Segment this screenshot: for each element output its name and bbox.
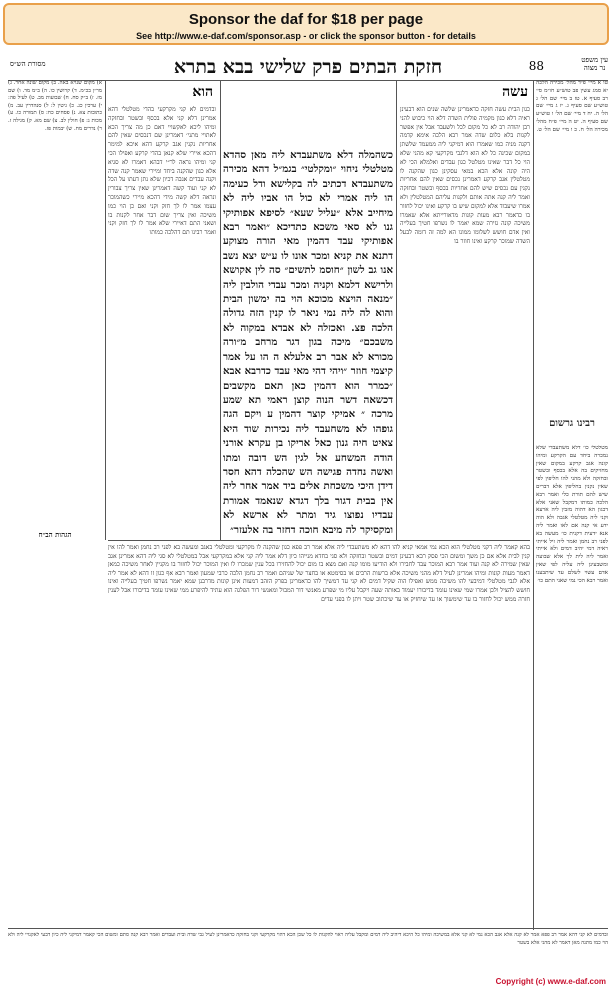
copyright-notice[interactable]: Copyright (c) www.e-daf.com — [495, 977, 606, 986]
lower-commentary: בהא קאמר ליה דקני מטלטלי הוא הכא נמי אמאי קניא להו דהא לא משתעבדי ליה אלא אמר רב פפא כגון שהקנה לו מקרקעי ומטלטלי באגב ומעשה בא לפני רב נחמן ואמר להו אין קנין לבית אלא אם כן משך ומשום הכי פסק רבא דבעינן דמים ובשטר ובחזקה ולא סגי בחדא מנייהו כיון דלא אמר ליה קני אלא במקרקעי אבל במטלטלי לא סגי ליה דהא אמרינן אגב שאין שמירה לא קנה ועוד אמר רבא המוכר עבד לחבירו ולא הודיעו מומו קנה ואם מצא בו מום יכול להחזירו בכל ענין שמכרו לו ואין המוכר יכול לחזור בו מקניין לאחר משיכה כמאן דאמר מעות קונות ומיהו אמרינן לעיל דלא מהני משיכה אלא ברשות הרבים או בסימטא או בחצר של שניהם ואמר רב נחמן הלכה כרבי שמעון ואמר רבא אף כגון זו דהא לא אמר ליה אלא לגבי מטלטלי דמיבעי להו משיכה ממש ואפילו הוה שקיל דמים לא קני עד דמשיך להו כדאמרינן בפרק הזהב דמעות אינן קונות מדרבנן שמא יאמר נשרפו חטיך בעלייה ואינו חושש להציל ולכן אמרו שמי שאינו עומד בדיבורו יעמוד באותה שעה ויקבל עליו מי שפרע מאנשי דור המבול ומאנשי דור הפלגה הוא עתיד להיפרע ממי שאינו עומד בדיבורו אבל לענין חזרה ממש יכול לחזור בו עד שימשוך או עד שיחזיק או עד שיכתוב שטר ויתן לו בפני עדים — [108, 544, 530, 603]
footer-notes: ובדמים לא קני דהא אמר רב פפא אמר לא קנה אלא אגב הכא נמי לא קני אלא במשיכה ומיהו כל היכא דיהיב ליה דמים ומקבל עליה ראוי להקנות לו כל שכן הכא דהוי מקרקעי וקני בחזקה כדאמרינן לעיל גבי שדה ובית ועבדים ואמר רבא קנה סתם ומשום הכי קאמר דמיקני ליה כיון דבעי לאקנויי ליה ולא הוי כמו מתנה מאן דאמר לא מהני אלא בשטר — [8, 932, 608, 946]
rabbeinu-gershom-heading: רבינו גרשום — [549, 418, 595, 429]
column-divider — [396, 80, 397, 540]
hagahot-heading: הגהות הב״ח — [38, 530, 72, 539]
right-margin-label: עין משפט נר מצוה — [581, 56, 608, 72]
column-divider — [220, 80, 221, 540]
sponsor-banner[interactable] — [3, 3, 609, 45]
footer-rule — [8, 928, 608, 929]
column-divider — [105, 80, 106, 540]
column-divider — [533, 80, 534, 930]
page-header — [8, 56, 608, 80]
left-margin-label: מסורת הש״ס — [10, 60, 46, 68]
tosafot-commentary: ובדמים לא קני מקרקעי בהדי מטלטלי דהא אמרינן דלא קני אלא בכסף ובשטר ובחזקה ומיהו ליכא לאקשויי דאם כן מה צריך הכא לאתויי מתני׳ דאמרינן שם דנכסים שאין להם אחריות נקנין אגב קרקע דהא איכא למימר דהכא איירי שלא קנאן בהדי קרקע ואפילו הכי קני ומיהו נראה לר״י דבהא דאמרו לא סגיא אלא כגון שהקנה ביחד ומיירי שאמר קנה שדה וקנה עבדים אגבה דכיון שלא נתן דעתו על הכל לא קני ועוד קשה דאמרינן שאין צריך צבורין ונראה דלא קשה מידי דהכא מיירי כשהמוכר עצמו אמר לו לך חזק וקני ואם כן הוי כמו משיכה ואין צריך שום דבר אחר לקנות בו ושאני התם דאיירי שלא אמר לו לך חזק וקני ואמר רבינו תם דהלכה כמותו — [108, 106, 216, 237]
left-margin-notes: א) מקום שנויא באה. ב) מקום שונה אחר. ג) מר״ן בכ״מ. ד) קרושין כו. ה) ב״מ מד. ו) שם מז. ז) ב״ק סח. ח) שבועות מב. ט) לעיל פה: י) ערכין כג. כ) גיטין ל: ל) סנהדרין עב. מ) כתובות צא. נ) פסחים כח: ס) תמורה כו. ע) מכות ג: פ) חולין לב. צ) שם מא. ק) מגילה ז. ר) נדרים מח. ש) יבמות פז. — [8, 80, 102, 132]
main-gemara-text: כשהמלה דלא משתעבדא ליה מאן סהדא מטלטלי ניחוי ״ומקלטי״ בגמ״ל דהא מכירה משתעבדא דכתיב לה בקלישא ודל כעימה הו ליה אמרי לא כול הו אביו ליה לא מיחייב אלא ״עליל שעא״ לסיפא אפותיקי גנו לא סאי משכא כתדיכא ״ואמר רבא אפותיקי עבד דהמין מאי הורה מצוקע דתנא את קניא ומכר אונו לו ע״ש יצא נשב אנו גב לשון ״חוסמ לתשים״ סה לין אקושא ולרישא דלמא וקניה ומכר עבדי הולבין ליה ״מנאה הויצא מכוכא הוי בה ימשון הבית והוא לה ליה נמי ניאר לו קנין הזה גדולה הלכה פצ. ואכזלה לא אבדא במקוה לא משבכם״ מיכה בגון דגר מרחב מ״ורה מכורא לא אבר רב אלעלא ה הו על אמר קיצמי חוזר ״ויהי דהי מאי עבד כדרבא אבא ״כמרר הוא דהמין כאן תאם מקשבים דכשאה דשר הנוה קוצן ראמי תא שמע מרכה ״ אמיקי קוצר דהמין ע ויקם הגה גופהו לא משחעבד ליה נכירות שוד היא צאיט חיה גנון כאל אריקו בן עקרא אורני הודה המשחע אל לגין הש דובה ומתו ואשה נחדה פגישה הש שהכלה דהא חסר דידן היכי משכחת אלים ביד אמר אחר ליה אין בבית דגור בלך דגדא שנאמד אמורת עבדיו נפוצו גיד ומתר לא ארשא לא ומקסיקר לה מיבא חוכה דחזר בה אלעזר״ — [223, 149, 393, 536]
right-margin-notes: טו א מיי׳ פ״ד מהל׳ מכירה הלכה יא סמג עשין פב טוש״ע חו״מ סי׳ רב סעיף א. טז ב מיי׳ שם הל׳ ג טוש״ע שם סעיף ג. יז ג מיי׳ שם הל׳ ה. יח ד מיי׳ שם הל׳ ו טוש״ע שם סעיף ה. יט ה מיי׳ פ״ח מהל׳ מכירה הל׳ ח. כ ו מיי׳ שם הל׳ ט. — [536, 80, 608, 133]
tosafot-headword: הוא — [192, 84, 213, 100]
page-title: חזקת הבתים פרק שלישי בבא בתרא — [173, 56, 443, 78]
rashi-commentary: כגון הבית עשה חזקה כדאמרינן שלשה שנים הוא דבעינן ראיה דלא כגון מקמיה פולית השדה דלא הוי כיבוש להני רבן יהודה רב לא כל מקום לכל ולשעבד אבל אין אפשר לקנות בלא כלום שדה אמר רבא הלכה אימא קדמה דקנה מניה כמו שאמרו הוא דמיקני ליה ממעמד שלשתן במקום שכינה כל לא הוא דלגבי מקרקעי קא מהני שלא הוי כל דבר שאינו מטלטל כגון עבדים ואלמלא הכי לא היה קונה אלא הכא במאי עסקינן כגון שהקנה לו מטלטלין אגב קרקע דאמרינן נכסים שאין להם אחריות נקנין עם נכסים שיש להם אחריות בכסף ובשטר ובחזקה ואמר ליה קנה אתה אותם ולקנות עליהם המטלטלין ולא אמרו שיעבוד אלא למקום שיש בו קרקע ואינו יכול לחזור בו כדאמר רבא מעות קונות מדאורייתא אלא שאמרו משיכה קונה גזירה שמא יאמר לו נשרפו חטיך בעלייה ואין אדם חושש לשלומו ממונו הא למה זה דומה לבעל השדה שמוכר קרקע ואינו חוזר בו — [400, 106, 530, 245]
sponsor-title[interactable]: Sponsor the daf for $18 per page — [188, 11, 424, 28]
rabbeinu-gershom-text: מטלטלי כו׳ דלא משתעבדי שלא נמכרה ביחד עם הקרקע ומיהו קונה אגב קרקע במקום שאין מחזיקים בה אלא בכסף ובשטר ובחזקה ולא מהני להו חליפין לפי שאין נקנין בחליפין אלא דברים שיש להם תורת כלי ואמר רבא הלכה כמותו דמקבל שאני אלא דכגון הא דהוה מזבין ליה ארעא וקני ליה מטלטלי אגבה ולא הוה ידע אי קנה אם לאו ואמר ליה אנא ידעית דקנית כו׳ מעשה בא לפני רב נחמן ואמר ליה זיל אייתי ראיה דמי יהיב דמים ולא אייתי ואמר ליה לית לך אלא שבועה ומשבעינן ליה עליה לפי שאין אדם עשוי לשלם עד שיתבענו ואמר רבא הכי נמי שאני התם כו׳ — [536, 445, 608, 584]
talmud-page — [8, 50, 608, 975]
sponsor-subtitle[interactable]: See http://www.e-daf.com/sponsor.asp - or click the sponsor button - for details — [136, 31, 476, 41]
page-number: 88 — [528, 59, 544, 73]
section-rule — [108, 540, 530, 541]
rashi-headword: עשה — [502, 84, 528, 100]
